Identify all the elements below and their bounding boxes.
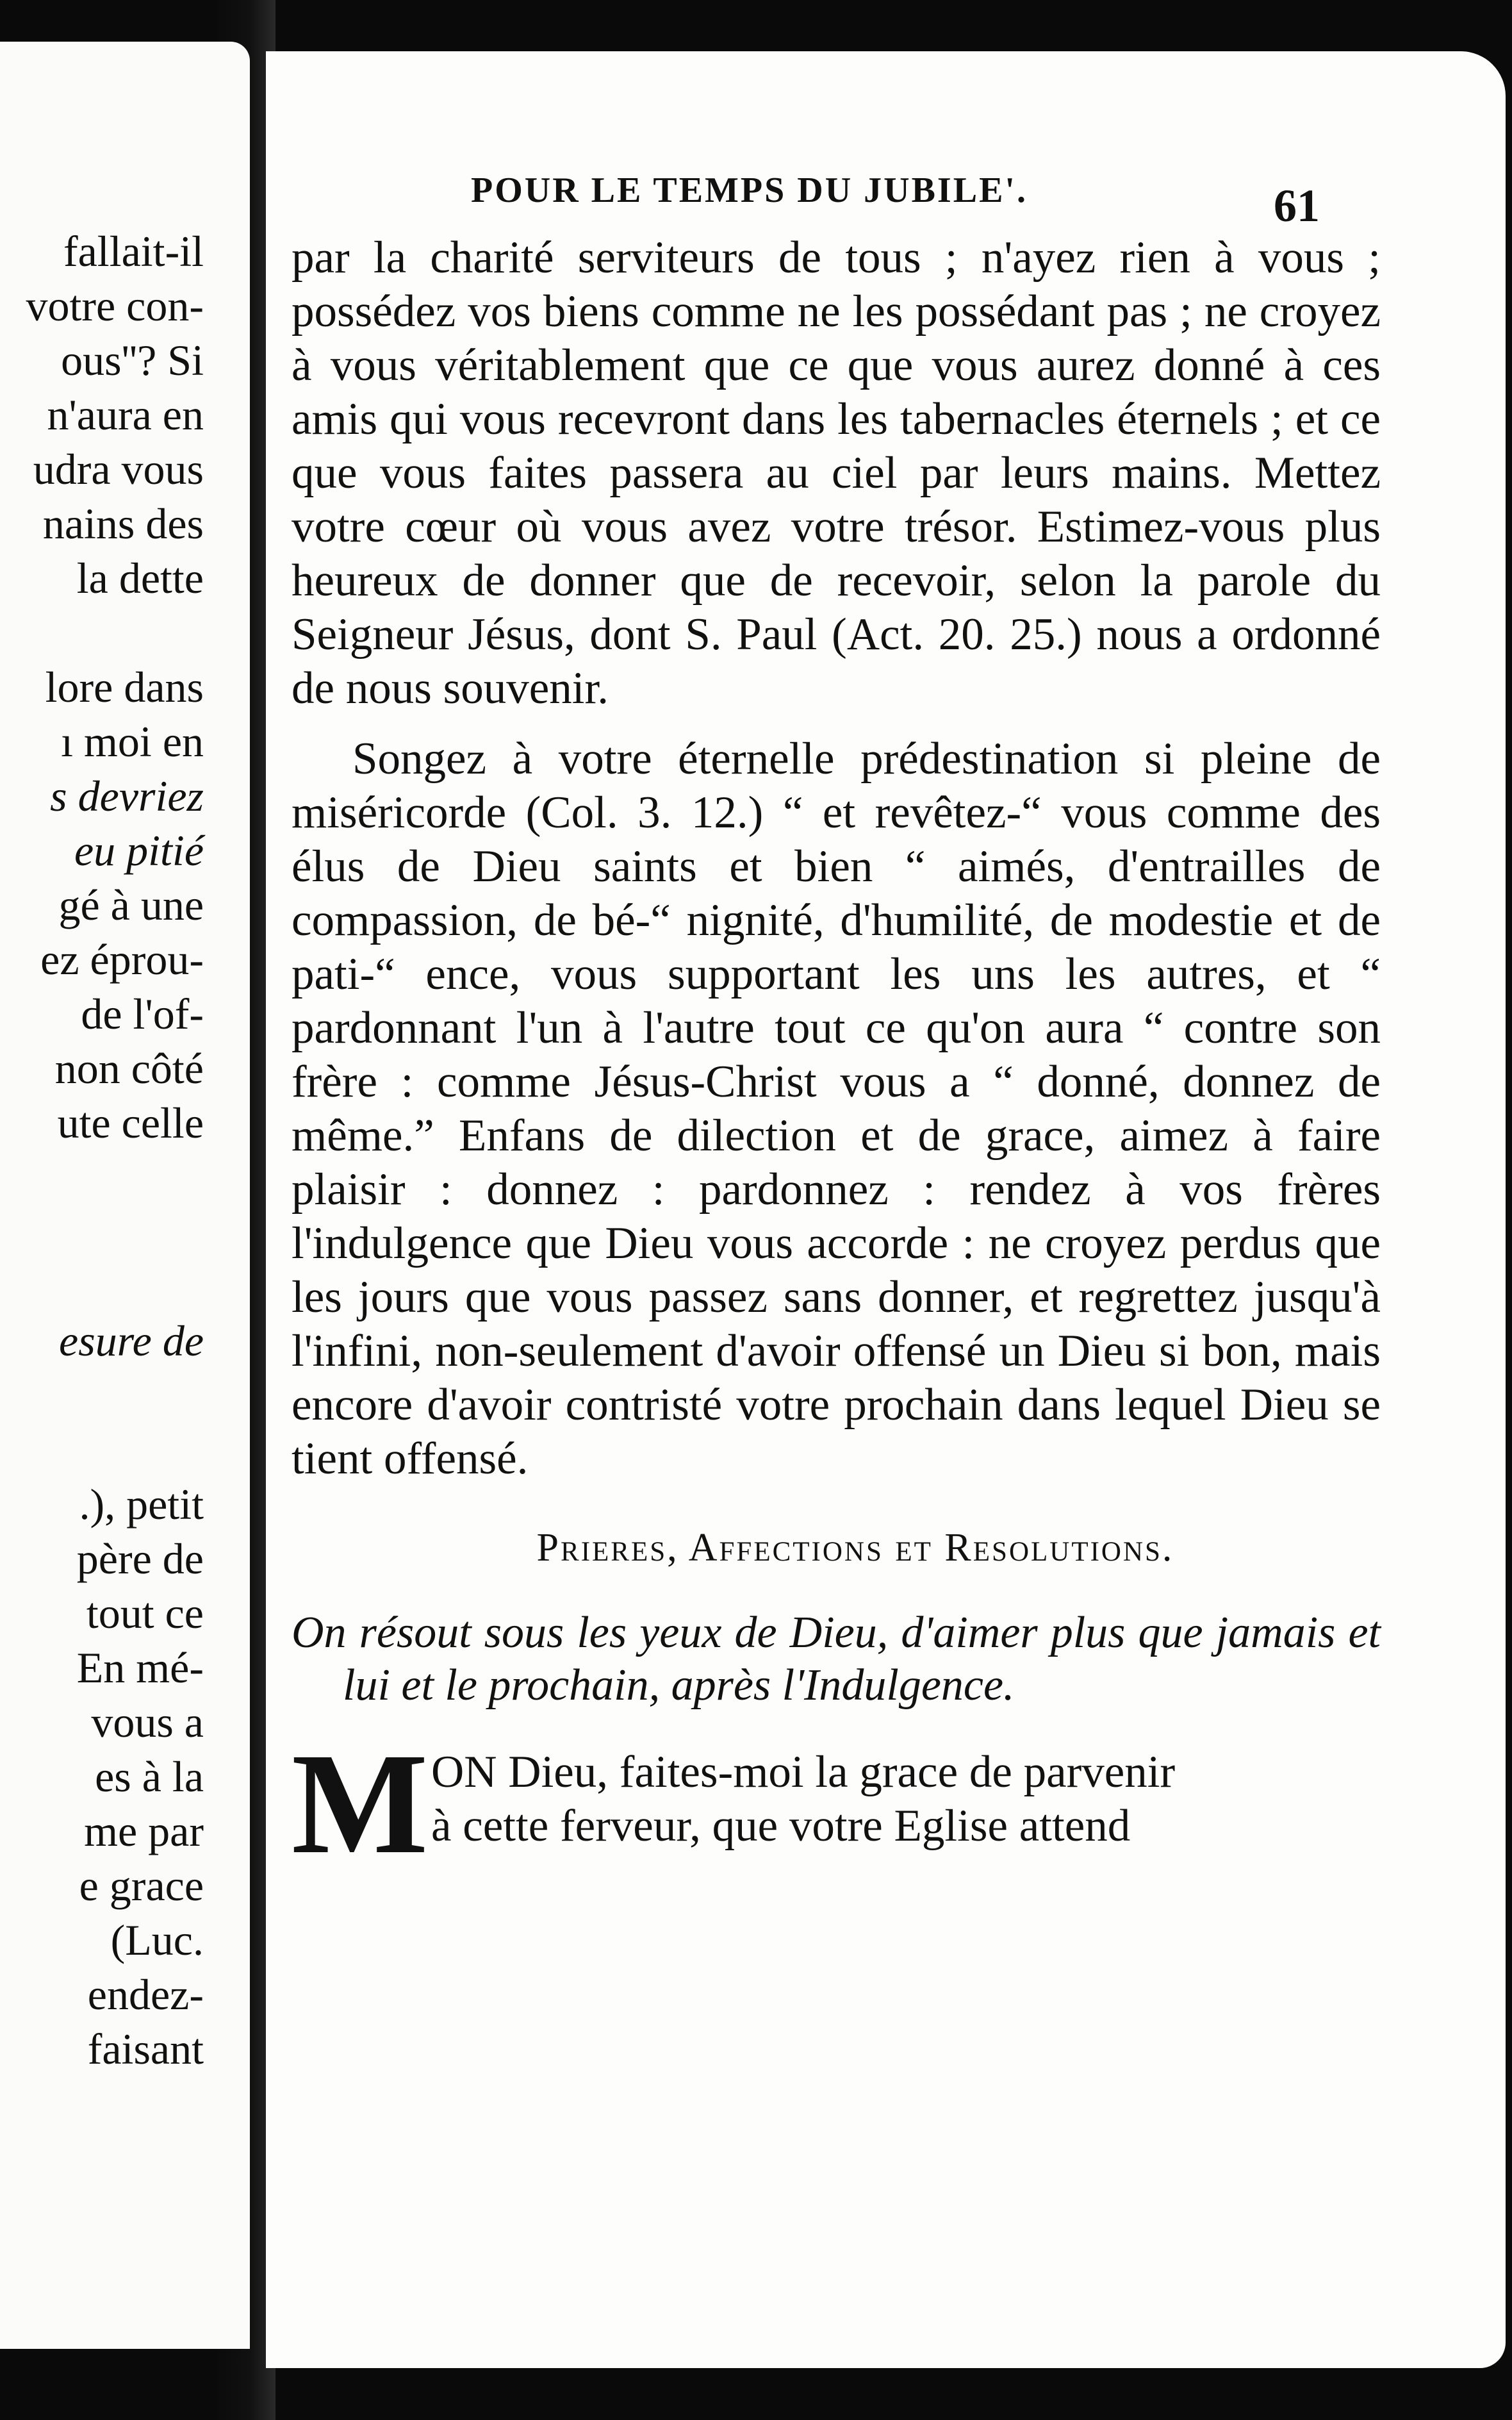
previous-page-line (0, 1205, 204, 1259)
resolution-text: On résout sous les yeux de Dieu, d'aimer plus que jamais et lui et le prochain, après l'Indulgence. (292, 1608, 1381, 1710)
previous-page-line: non côté (54, 1044, 204, 1093)
previous-page-line: e grace (79, 1861, 204, 1910)
body-paragraph: Songez à votre éternelle prédestination si pleine de miséricorde (Col. 3. 12.) “ et revêtez-“ vous comme des élus de Dieu saints et bien “ aimés, d'entrailles de compassion, de bé-“ nignité, d'humilité, de modestie et de pati-“ ence, vous supportant les uns les autres, et “ pardonnant l'un à l'autre tout ce qu'on aura “ contre son frère : comme Jésus-Christ vous a “ donné, donnez de même.” Enfans de dilection et de grace, aimez à faire plaisir : donnez : pardonnez : rendez à vos frères l'indulgence que Dieu vous accorde : ne croyez perdus que les jours que vous passez sans donner, et regrettez jusqu'à l'infini, non-seulement d'avoir offensé un Dieu si bon, mais encore d'avoir contristé votre prochain dans lequel Dieu se tient offensé. (292, 734, 1381, 1484)
prayer-line: à cette ferveur, que votre Eglise attend (431, 1801, 1131, 1851)
previous-page-line: ute celle (57, 1098, 204, 1147)
previous-page-line: endez- (87, 1970, 204, 2019)
prayer-line: ON Dieu, faites-moi la grace de parvenir (431, 1747, 1176, 1797)
previous-page-line: s devriez (50, 772, 204, 820)
previous-page-line: vous a (91, 1698, 204, 1746)
previous-page-line: lore dans (45, 663, 204, 711)
previous-page-line (0, 1368, 204, 1423)
previous-page-line: votre con- (26, 281, 204, 330)
previous-page-line: En mé- (76, 1643, 204, 1692)
drop-cap-letter: M (292, 1723, 429, 1884)
previous-page-line: .), petit (79, 1480, 204, 1529)
previous-page-line: es à la (95, 1752, 204, 1801)
previous-page-line: ous''? Si (61, 336, 204, 385)
previous-page-line: udra vous (33, 445, 204, 493)
previous-page-line: de l'of- (81, 990, 204, 1038)
prayer-text (431, 1745, 1381, 1853)
page-number: 61 (1274, 180, 1320, 231)
previous-page-fragment (0, 42, 250, 2349)
previous-page-line: la dette (76, 554, 204, 602)
previous-page-line: (Luc. (110, 1916, 204, 1964)
previous-page-line: faisant (87, 2025, 204, 2073)
previous-page-line: n'aura en (47, 390, 204, 439)
previous-page-line (0, 1259, 204, 1314)
previous-page-line: ı moi en (61, 717, 204, 766)
previous-page-line: esure de (59, 1316, 204, 1365)
running-head: POUR LE TEMPS DU JUBILE'. (471, 170, 1028, 210)
previous-page-line: tout ce (86, 1589, 204, 1637)
previous-page-line (0, 1150, 204, 1205)
body-paragraph: par la charité serviteurs de tous ; n'ayez rien à vous ; possédez vos biens comme ne les possédant pas ; ne croyez à vous véritablement que ce que vous aurez donné à ces amis qui vous recevront dans les tabernacles éternels ; et ce que vous faites passera au ciel par leurs mains. Mettez votre cœur où vous avez votre trésor. Estimez-vous plus heureux de donner que de recevoir, selon la parole du Seigneur Jésus, dont S. Paul (Act. 20. 25.) nous a ordonné de nous souvenir. (292, 233, 1381, 713)
page-text-block (266, 231, 1381, 1884)
section-heading: Prieres, Affections et Resolutions. (536, 1526, 1174, 1570)
previous-page-line: me par (84, 1807, 204, 1855)
book-page (266, 51, 1506, 2368)
previous-page-line: eu pitié (74, 826, 204, 875)
previous-page-line (0, 1423, 204, 1477)
previous-page-lines (0, 224, 204, 2076)
previous-page-line: nains des (42, 499, 204, 548)
previous-page-line: père de (76, 1534, 204, 1583)
prayer-paragraph (292, 1723, 1381, 1884)
previous-page-line: fallait-il (63, 227, 204, 276)
previous-page-line (0, 606, 204, 660)
previous-page-line: gé à une (58, 881, 204, 929)
previous-page-line: ez éprou- (40, 935, 204, 984)
